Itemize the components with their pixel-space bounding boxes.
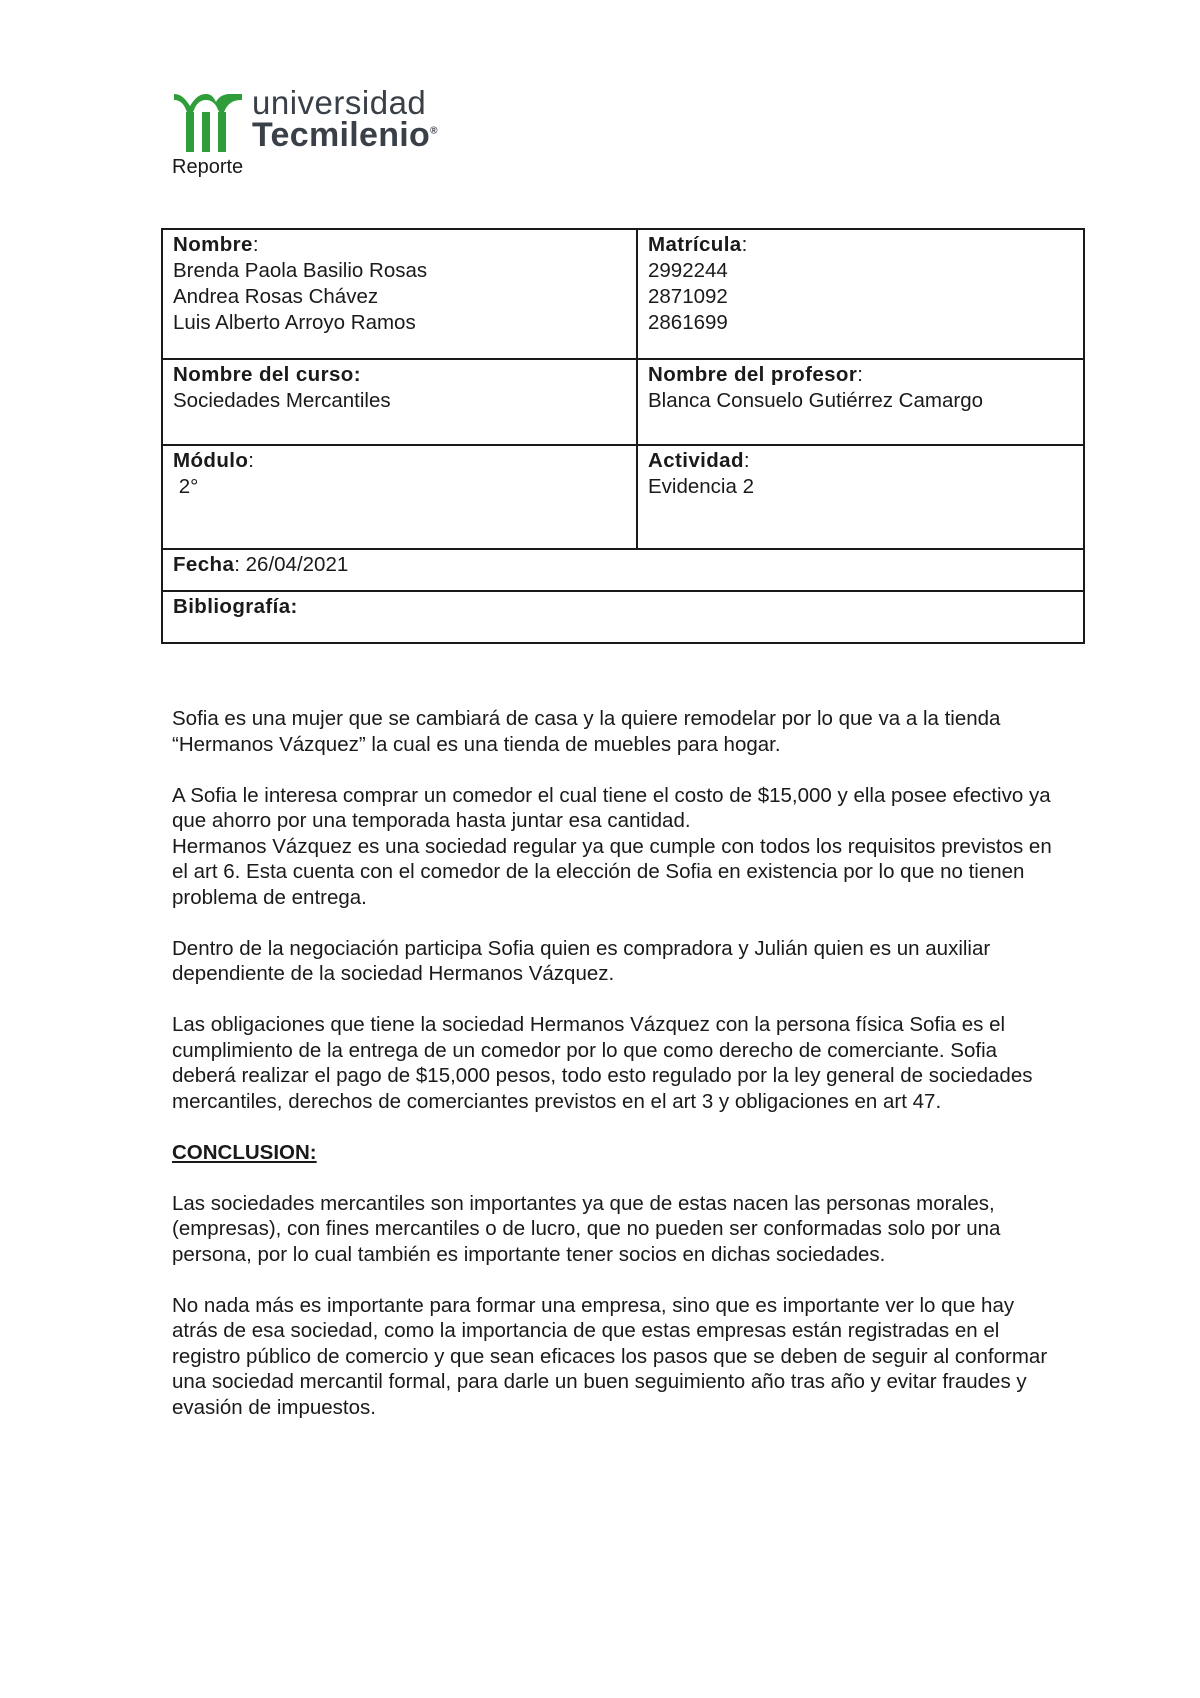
matricula-cell: Matrícula: 2992244 2871092 2861699 [637,229,1084,359]
logo-text-universidad: universidad [252,84,427,121]
matricula-value: 2871092 [648,285,728,308]
bibliografia-cell [162,591,1084,643]
fecha-cell: Fecha: 26/04/2021 [162,549,1084,591]
logo-text-tecmilenio [252,116,438,155]
paragraph: Sofia es una mujer que se cambiará de casa y la quiere remodelar por lo que va a la tienda “Hermanos Vázquez” la cual es una tienda de muebles para hogar. [172,707,1001,756]
university-logo [172,84,472,154]
matricula-label: Matrícula [648,233,742,256]
modulo-value: 2° [178,475,199,498]
profesor-value: Blanca Consuelo Gutiérrez Camargo [648,389,983,412]
matricula-value: 2992244 [648,259,728,282]
student-info-table [161,228,1085,644]
paragraph: A Sofia le interesa comprar un comedor el cual tiene el costo de $15,000 y ella posee efectivo ya que ahorro por una temporada hasta juntar esa cantidad. [172,783,1051,832]
tecmilenio-logo-icon [172,88,244,152]
curso-label: Nombre del curso: [173,363,361,386]
profesor-cell: Nombre del profesor: Blanca Consuelo Gutiérrez Camargo [637,359,1084,445]
report-body [172,706,1052,1446]
profesor-label: Nombre del profesor [648,363,858,386]
conclusion-heading: CONCLUSION: [172,1140,317,1164]
nombre-label: Nombre [173,233,253,256]
student-name: Andrea Rosas Chávez [173,285,379,308]
paragraph: Dentro de la negociación participa Sofia quien es compradora y Julián quien es un auxiliar dependiente de la sociedad Hermanos Vázquez. [172,936,991,985]
names-cell: Nombre: Brenda Paola Basilio Rosas Andrea Rosas Chávez Luis Alberto Arroyo Ramos [162,229,637,359]
modulo-cell: Módulo: 2° [162,445,637,549]
curso-value: Sociedades Mercantiles [173,389,391,412]
paragraph: No nada más es importante para formar una empresa, sino que es importante ver lo que hay atrás de esa sociedad, como la importancia de que estas empresas están registradas en el registro público de comercio y que sean eficaces los pasos que se deben de seguir al conformar una sociedad mercantil formal, para darle un buen seguimiento año tras año y evitar fraudes y evasión de impuestos. [172,1293,1048,1419]
actividad-value: Evidencia 2 [648,475,754,498]
fecha-value: 26/04/2021 [245,553,349,576]
modulo-label: Módulo [173,449,249,472]
student-name: Brenda Paola Basilio Rosas [173,259,428,282]
actividad-label: Actividad [648,449,744,472]
student-name: Luis Alberto Arroyo Ramos [173,311,416,334]
logo-text-tecmilenio-name: Tecmilenio [252,116,431,154]
paragraph: Las obligaciones que tiene la sociedad Hermanos Vázquez con la persona física Sofia es el cumplimiento de la entrega de un comedor por lo que como derecho de comerciante. Sofia deberá realizar el pago de $15,000 pesos, todo esto regulado por la ley general de sociedades mercantiles, derechos de comerciantes previstos en el art 3 y obligaciones en art 47. [172,1013,1033,1113]
logo-registered-mark: ® [430,125,438,137]
report-label: Reporte [172,156,244,178]
paragraph: Las sociedades mercantiles son importantes ya que de estas nacen las personas morales, (empresas), con fines mercantiles o de lucro, que no pueden ser conformadas solo por una persona, por lo cual también es importante tener socios en dichas sociedades. [172,1191,1001,1266]
actividad-cell: Actividad: Evidencia 2 [637,445,1084,549]
fecha-label: Fecha [173,553,235,576]
bibliografia-label: Bibliografía: [173,595,298,618]
paragraph: Hermanos Vázquez es una sociedad regular ya que cumple con todos los requisitos previstos en el art 6. Esta cuenta con el comedor de la elección de Sofia en existencia por lo que no tienen problema de entrega. [172,834,1052,909]
matricula-value: 2861699 [648,311,728,334]
curso-cell [162,359,637,445]
